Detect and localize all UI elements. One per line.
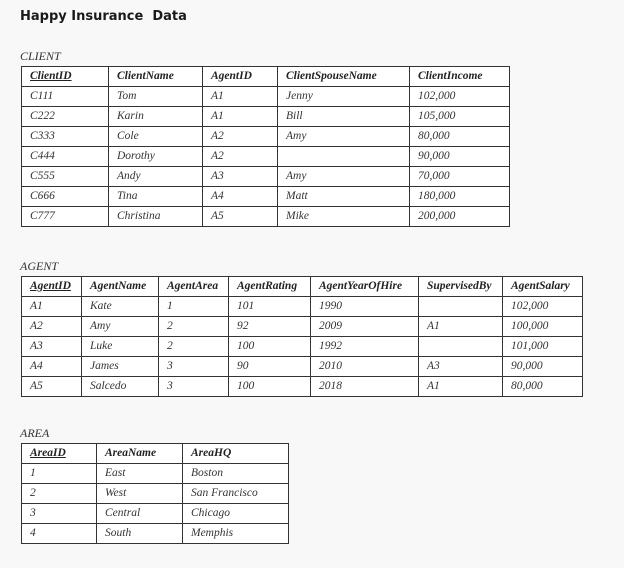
client-cell-clientincome: 105,000 bbox=[410, 107, 510, 127]
agent-cell-agentid: A4 bbox=[22, 357, 82, 377]
table-row bbox=[22, 464, 289, 484]
agent-cell-agentname: Luke bbox=[82, 337, 159, 357]
client-header-clientspousename: ClientSpouseName bbox=[278, 67, 410, 87]
agent-cell-supervisedby: A1 bbox=[419, 317, 503, 337]
agent-cell-agentarea: 3 bbox=[159, 357, 229, 377]
agent-body bbox=[22, 297, 583, 397]
client-cell-clientid: C666 bbox=[22, 187, 109, 207]
area-cell-areaid: 1 bbox=[22, 464, 97, 484]
area-cell-areaname: West bbox=[97, 484, 183, 504]
agent-cell-agentarea: 2 bbox=[159, 317, 229, 337]
agent-header-row bbox=[22, 277, 583, 297]
client-cell-agentid: A3 bbox=[203, 167, 278, 187]
agent-cell-agentyearofhire: 2010 bbox=[311, 357, 419, 377]
client-cell-clientname: Tom bbox=[109, 87, 203, 107]
area-cell-areaname: Central bbox=[97, 504, 183, 524]
agent-cell-agentrating: 101 bbox=[229, 297, 311, 317]
client-cell-clientname: Karin bbox=[109, 107, 203, 127]
client-cell-clientincome: 70,000 bbox=[410, 167, 510, 187]
agent-header-supervisedby: SupervisedBy bbox=[419, 277, 503, 297]
agent-cell-supervisedby bbox=[419, 297, 503, 317]
client-header-clientname: ClientName bbox=[109, 67, 203, 87]
area-cell-areaid: 3 bbox=[22, 504, 97, 524]
client-cell-clientid: C555 bbox=[22, 167, 109, 187]
area-cell-areahq: Boston bbox=[183, 464, 289, 484]
table-row bbox=[22, 504, 289, 524]
client-cell-agentid: A5 bbox=[203, 207, 278, 227]
area-cell-areahq: Chicago bbox=[183, 504, 289, 524]
agent-cell-agentyearofhire: 2018 bbox=[311, 377, 419, 397]
agent-cell-agentyearofhire: 1990 bbox=[311, 297, 419, 317]
table-row bbox=[22, 337, 583, 357]
page-title: Happy Insurance Data bbox=[20, 9, 187, 24]
agent-header-agentrating: AgentRating bbox=[229, 277, 311, 297]
agent-table bbox=[21, 276, 583, 397]
agent-cell-agentid: A2 bbox=[22, 317, 82, 337]
client-cell-clientid: C111 bbox=[22, 87, 109, 107]
agent-cell-agentname: James bbox=[82, 357, 159, 377]
client-cell-agentid: A2 bbox=[203, 147, 278, 167]
area-header-areaname: AreaName bbox=[97, 444, 183, 464]
agent-cell-agentrating: 90 bbox=[229, 357, 311, 377]
agent-cell-agentrating: 100 bbox=[229, 337, 311, 357]
client-cell-clientspousename: Bill bbox=[278, 107, 410, 127]
client-cell-clientincome: 80,000 bbox=[410, 127, 510, 147]
agent-header-agentsalary: AgentSalary bbox=[503, 277, 583, 297]
area-section-label: AREA bbox=[20, 426, 50, 440]
client-cell-clientincome: 180,000 bbox=[410, 187, 510, 207]
agent-cell-agentarea: 1 bbox=[159, 297, 229, 317]
client-table bbox=[21, 66, 510, 227]
client-header-clientid: ClientID bbox=[22, 67, 109, 87]
agent-cell-agentarea: 3 bbox=[159, 377, 229, 397]
area-cell-areaname: South bbox=[97, 524, 183, 544]
client-cell-clientid: C222 bbox=[22, 107, 109, 127]
agent-cell-agentid: A5 bbox=[22, 377, 82, 397]
client-header-agentid: AgentID bbox=[203, 67, 278, 87]
table-row bbox=[22, 167, 510, 187]
table-row bbox=[22, 297, 583, 317]
client-section-label: CLIENT bbox=[20, 49, 61, 63]
table-row bbox=[22, 484, 289, 504]
client-cell-clientspousename: Jenny bbox=[278, 87, 410, 107]
client-cell-clientspousename: Amy bbox=[278, 167, 410, 187]
agent-cell-agentname: Kate bbox=[82, 297, 159, 317]
client-cell-clientname: Dorothy bbox=[109, 147, 203, 167]
agent-cell-agentarea: 2 bbox=[159, 337, 229, 357]
client-cell-agentid: A1 bbox=[203, 87, 278, 107]
agent-cell-agentsalary: 80,000 bbox=[503, 377, 583, 397]
client-cell-agentid: A4 bbox=[203, 187, 278, 207]
area-cell-areahq: Memphis bbox=[183, 524, 289, 544]
client-cell-clientname: Andy bbox=[109, 167, 203, 187]
agent-cell-supervisedby: A3 bbox=[419, 357, 503, 377]
area-body bbox=[22, 464, 289, 544]
agent-cell-supervisedby: A1 bbox=[419, 377, 503, 397]
area-cell-areaid: 2 bbox=[22, 484, 97, 504]
agent-cell-agentsalary: 102,000 bbox=[503, 297, 583, 317]
area-cell-areahq: San Francisco bbox=[183, 484, 289, 504]
client-cell-clientname: Cole bbox=[109, 127, 203, 147]
agent-section-label: AGENT bbox=[20, 259, 59, 273]
area-header-areaid: AreaID bbox=[22, 444, 97, 464]
agent-header-agentyearofhire: AgentYearOfHire bbox=[311, 277, 419, 297]
client-body bbox=[22, 87, 510, 227]
table-row bbox=[22, 357, 583, 377]
client-header-row bbox=[22, 67, 510, 87]
area-header-row bbox=[22, 444, 289, 464]
agent-cell-agentsalary: 101,000 bbox=[503, 337, 583, 357]
client-cell-clientname: Tina bbox=[109, 187, 203, 207]
agent-cell-agentyearofhire: 2009 bbox=[311, 317, 419, 337]
client-cell-agentid: A2 bbox=[203, 127, 278, 147]
table-row bbox=[22, 107, 510, 127]
client-cell-clientname: Christina bbox=[109, 207, 203, 227]
area-table bbox=[21, 443, 289, 544]
client-cell-clientid: C333 bbox=[22, 127, 109, 147]
area-header-areahq: AreaHQ bbox=[183, 444, 289, 464]
client-cell-clientspousename bbox=[278, 147, 410, 167]
table-row bbox=[22, 187, 510, 207]
agent-header-agentid: AgentID bbox=[22, 277, 82, 297]
agent-cell-agentsalary: 90,000 bbox=[503, 357, 583, 377]
client-cell-clientincome: 102,000 bbox=[410, 87, 510, 107]
table-row bbox=[22, 317, 583, 337]
agent-header-agentarea: AgentArea bbox=[159, 277, 229, 297]
table-row bbox=[22, 524, 289, 544]
table-row bbox=[22, 87, 510, 107]
table-row bbox=[22, 147, 510, 167]
client-cell-clientid: C444 bbox=[22, 147, 109, 167]
client-cell-clientspousename: Mike bbox=[278, 207, 410, 227]
client-cell-clientspousename: Amy bbox=[278, 127, 410, 147]
agent-cell-agentid: A3 bbox=[22, 337, 82, 357]
table-row bbox=[22, 207, 510, 227]
client-cell-clientid: C777 bbox=[22, 207, 109, 227]
agent-cell-supervisedby bbox=[419, 337, 503, 357]
client-cell-clientincome: 200,000 bbox=[410, 207, 510, 227]
agent-cell-agentname: Salcedo bbox=[82, 377, 159, 397]
agent-cell-agentrating: 92 bbox=[229, 317, 311, 337]
agent-cell-agentname: Amy bbox=[82, 317, 159, 337]
client-cell-clientincome: 90,000 bbox=[410, 147, 510, 167]
agent-cell-agentyearofhire: 1992 bbox=[311, 337, 419, 357]
area-cell-areaid: 4 bbox=[22, 524, 97, 544]
client-cell-clientspousename: Matt bbox=[278, 187, 410, 207]
table-row bbox=[22, 377, 583, 397]
agent-cell-agentrating: 100 bbox=[229, 377, 311, 397]
agent-cell-agentsalary: 100,000 bbox=[503, 317, 583, 337]
table-row bbox=[22, 127, 510, 147]
agent-header-agentname: AgentName bbox=[82, 277, 159, 297]
area-cell-areaname: East bbox=[97, 464, 183, 484]
agent-cell-agentid: A1 bbox=[22, 297, 82, 317]
client-header-clientincome: ClientIncome bbox=[410, 67, 510, 87]
client-cell-agentid: A1 bbox=[203, 107, 278, 127]
